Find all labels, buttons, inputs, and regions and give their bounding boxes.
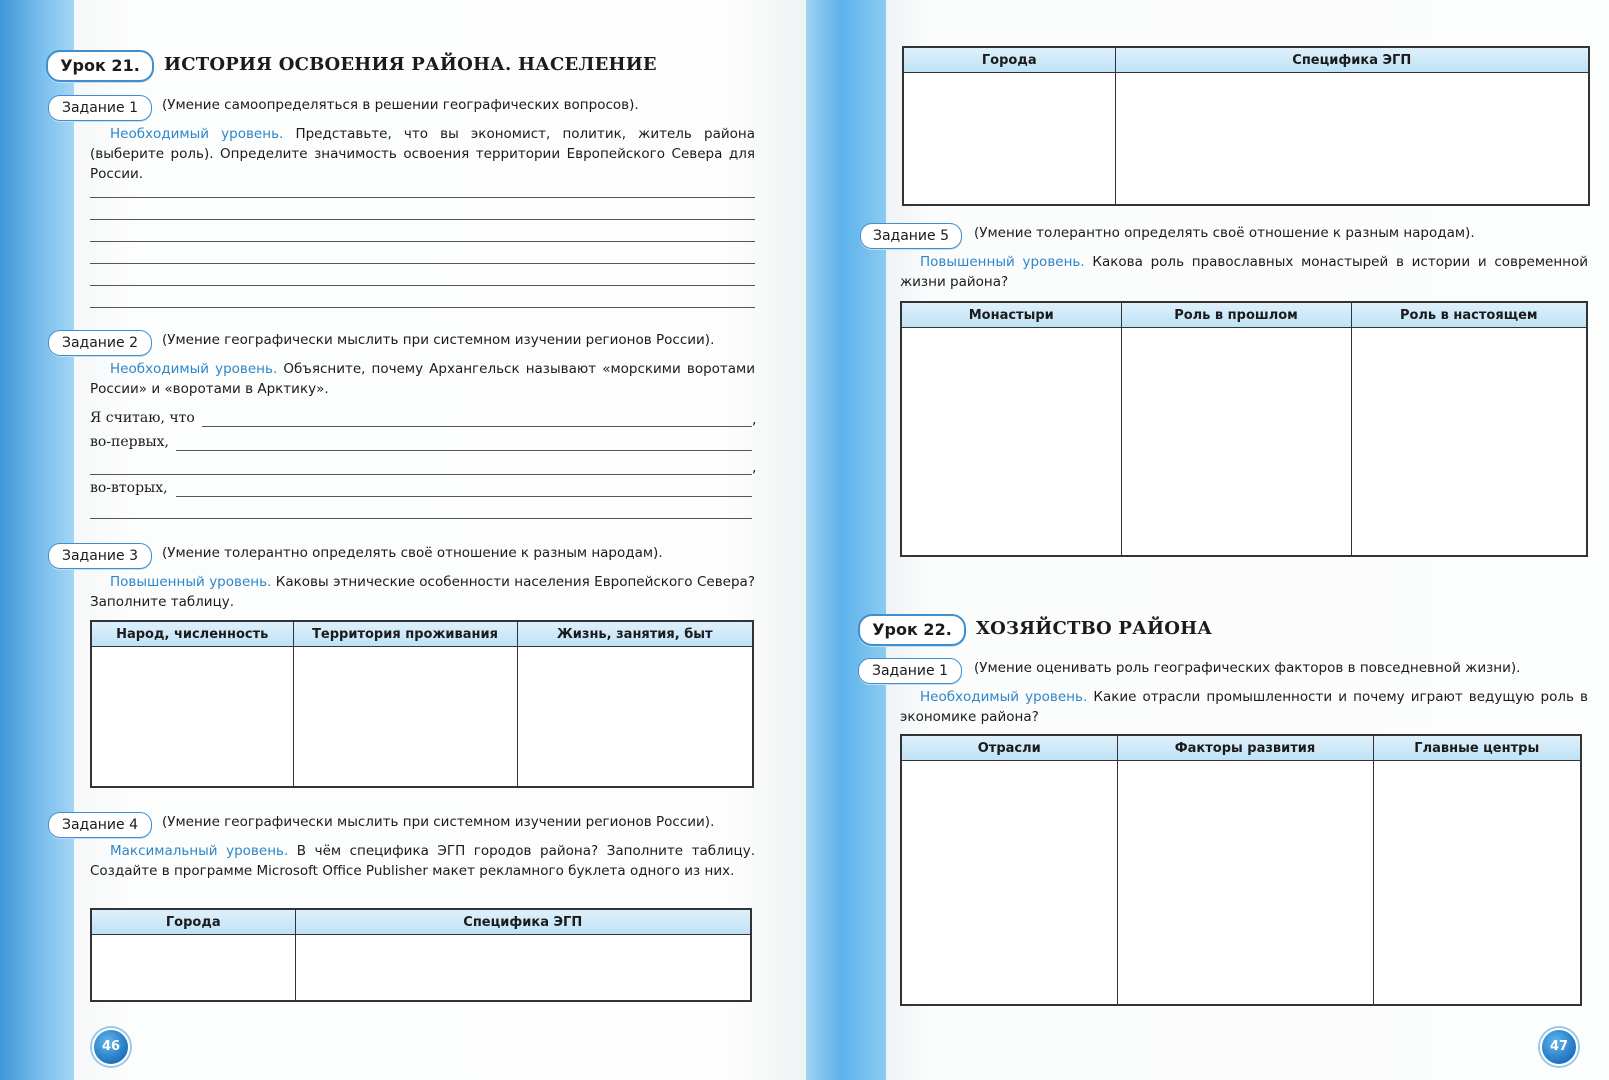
column-header: Монастыри	[901, 302, 1121, 328]
lesson-22-badge: Урок 22.	[858, 614, 966, 646]
monasteries-table	[900, 301, 1588, 557]
prompt-first: во-первых,	[90, 434, 169, 450]
task-4-question: В чём специфика ЭГП городов района? Заполните таблицу. Создайте в программе Microsoft Office Publisher макет рекламного буклета одного из них.	[90, 843, 755, 879]
task-1-lesson-22-question: Какие отрасли промышленности и почему играют ведущую роль в экономике района?	[900, 689, 1588, 725]
task-1-skill: (Умение самоопределяться в решении географических вопросов).	[162, 97, 639, 113]
column-header: Народ, численность	[91, 621, 293, 647]
table-cell[interactable]	[1121, 328, 1351, 556]
industries-table	[900, 734, 1582, 1006]
task-1-lesson-22-text	[900, 687, 1588, 727]
task-2-skill: (Умение географически мыслить при системном изучении регионов России).	[162, 332, 715, 348]
lesson-21-title: ИСТОРИЯ ОСВОЕНИЯ РАЙОНА. НАСЕЛЕНИЕ	[164, 54, 657, 75]
table-cell[interactable]	[295, 935, 751, 1001]
table-cell[interactable]	[293, 647, 517, 787]
column-header: Специфика ЭГП	[1115, 47, 1589, 73]
column-header: Жизнь, занятия, быт	[517, 621, 753, 647]
task-3-badge: Задание 3	[48, 543, 152, 569]
center-gutter	[806, 0, 886, 1080]
answer-line[interactable]	[90, 474, 752, 475]
task-3-skill: (Умение толерантно определять своё отношение к разным народам).	[162, 545, 663, 561]
task-5-level: Повышенный уровень.	[920, 254, 1085, 270]
page-number-left: 46	[92, 1028, 130, 1066]
task-1-level: Необходимый уровень.	[110, 126, 284, 142]
table-cell[interactable]	[901, 328, 1121, 556]
column-header: Города	[91, 909, 295, 935]
answer-line[interactable]	[90, 263, 755, 264]
task-5-text	[900, 252, 1588, 292]
answer-line[interactable]	[90, 307, 755, 308]
answer-line[interactable]	[176, 496, 752, 497]
column-header: Главные центры	[1373, 735, 1581, 761]
table-cell[interactable]	[1373, 761, 1581, 1005]
column-header: Роль в настоящем	[1351, 302, 1587, 328]
task-1-lesson-22-level: Необходимый уровень.	[920, 689, 1088, 705]
answer-line[interactable]	[202, 426, 752, 427]
lesson-21-badge: Урок 21.	[46, 50, 154, 82]
task-3-question: Каковы этнические особенности населения Европейского Севера? Заполните таблицу.	[90, 574, 755, 610]
task-3-level: Повышенный уровень.	[110, 574, 272, 590]
page-number-right: 47	[1540, 1028, 1578, 1066]
column-header: Роль в прошлом	[1121, 302, 1351, 328]
task-5-skill: (Умение толерантно определять своё отношение к разным народам).	[974, 225, 1475, 241]
task-2-text	[90, 359, 755, 399]
task-1-lesson-22-badge: Задание 1	[858, 658, 962, 684]
column-header: Города	[903, 47, 1115, 73]
ethnic-table	[90, 620, 754, 788]
comma: ,	[752, 412, 757, 428]
task-1-text	[90, 124, 755, 184]
answer-line[interactable]	[176, 450, 752, 451]
task-4-badge: Задание 4	[48, 812, 152, 838]
table-cell[interactable]	[1351, 328, 1587, 556]
prompt-i-think: Я считаю, что	[90, 410, 195, 426]
comma: ,	[752, 460, 757, 476]
cities-table	[90, 908, 752, 1002]
task-3-text	[90, 572, 755, 612]
task-1-lesson-22-skill: (Умение оценивать роль географических факторов в повседневной жизни).	[974, 660, 1521, 676]
table-cell[interactable]	[903, 73, 1115, 205]
column-header: Отрасли	[901, 735, 1117, 761]
answer-line[interactable]	[90, 285, 755, 286]
table-cell[interactable]	[901, 761, 1117, 1005]
table-cell[interactable]	[517, 647, 753, 787]
table-cell[interactable]	[1115, 73, 1589, 205]
task-1-badge: Задание 1	[48, 95, 152, 121]
table-cell[interactable]	[91, 935, 295, 1001]
task-4-skill: (Умение географически мыслить при системном изучении регионов России).	[162, 814, 715, 830]
task-2-level: Необходимый уровень.	[110, 361, 278, 377]
answer-line[interactable]	[90, 197, 755, 198]
left-blue-edge	[0, 0, 78, 1080]
task-1-question: Представьте, что вы экономист, политик, житель района (выберите роль). Определите значимость освоения территории Европейского Севера для России.	[90, 126, 755, 182]
task-4-level: Максимальный уровень.	[110, 843, 289, 859]
column-header: Факторы развития	[1117, 735, 1373, 761]
table-cell[interactable]	[91, 647, 293, 787]
prompt-second: во-вторых,	[90, 480, 168, 496]
column-header: Специфика ЭГП	[295, 909, 751, 935]
lesson-22-title: ХОЗЯЙСТВО РАЙОНА	[976, 618, 1213, 639]
cities-table-continued	[902, 46, 1590, 206]
task-4-text	[90, 841, 755, 881]
answer-line[interactable]	[90, 518, 752, 519]
answer-line[interactable]	[90, 219, 755, 220]
task-5-badge: Задание 5	[860, 223, 962, 249]
task-5-question: Какова роль православных монастырей в истории и современной жизни района?	[900, 254, 1589, 290]
column-header: Территория проживания	[293, 621, 517, 647]
table-cell[interactable]	[1117, 761, 1373, 1005]
task-2-badge: Задание 2	[48, 330, 152, 356]
answer-line[interactable]	[90, 241, 755, 242]
task-2-question: Объясните, почему Архангельск называют «морскими воротами России» и «воротами в Арктику».	[90, 361, 755, 397]
